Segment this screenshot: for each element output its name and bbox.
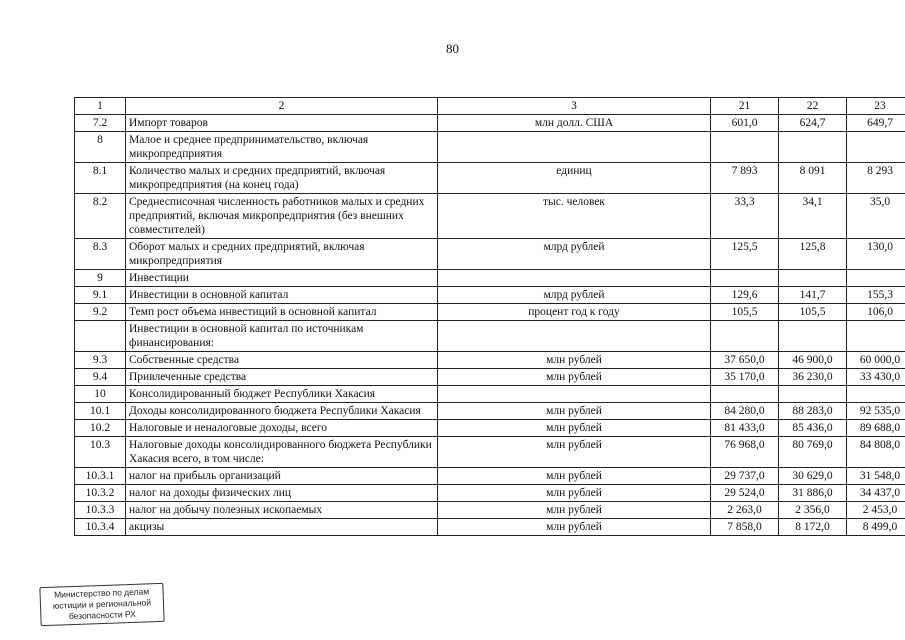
unit-of-measure-cell: млн рублей	[438, 437, 711, 468]
value-year-23-cell: 84 808,0	[847, 437, 905, 468]
value-year-23-cell: 92 535,0	[847, 403, 905, 420]
indicators-table	[74, 97, 905, 536]
value-year-23-cell: 34 437,0	[847, 485, 905, 502]
value-year-22-cell: 88 283,0	[779, 403, 847, 420]
table-row	[75, 163, 905, 194]
row-number-cell: 9.1	[75, 287, 126, 304]
value-year-22-cell: 624,7	[779, 115, 847, 132]
value-year-23-cell: 106,0	[847, 304, 905, 321]
indicator-name-cell: Привлеченные средства	[126, 369, 438, 386]
value-year-22-cell: 30 629,0	[779, 468, 847, 485]
row-number-cell: 10.3.2	[75, 485, 126, 502]
value-year-23-cell: 89 688,0	[847, 420, 905, 437]
value-year-22-cell: 31 886,0	[779, 485, 847, 502]
indicator-name-cell: Собственные средства	[126, 352, 438, 369]
stamp-line: Министерство по делам	[53, 586, 150, 600]
table-row	[75, 352, 905, 369]
value-year-21-cell	[711, 270, 779, 287]
indicator-name-cell: Инвестиции в основной капитал по источникам финансирования:	[126, 321, 438, 352]
header-cell-unit: 3	[438, 98, 711, 115]
value-year-22-cell	[779, 270, 847, 287]
value-year-23-cell: 31 548,0	[847, 468, 905, 485]
row-number-cell: 8.1	[75, 163, 126, 194]
row-number-cell: 10.3.1	[75, 468, 126, 485]
value-year-23-cell: 35,0	[847, 194, 905, 239]
row-number-cell: 10.3	[75, 437, 126, 468]
page-number: 80	[446, 41, 459, 56]
value-year-23-cell: 8 499,0	[847, 519, 905, 536]
value-year-22-cell: 85 436,0	[779, 420, 847, 437]
value-year-22-cell	[779, 386, 847, 403]
unit-of-measure-cell	[438, 132, 711, 163]
row-number-cell: 10	[75, 386, 126, 403]
unit-of-measure-cell: единиц	[438, 163, 711, 194]
row-number-cell: 8.3	[75, 239, 126, 270]
table-row	[75, 403, 905, 420]
unit-of-measure-cell: тыс. человек	[438, 194, 711, 239]
unit-of-measure-cell: млрд рублей	[438, 287, 711, 304]
value-year-21-cell: 125,5	[711, 239, 779, 270]
table-row	[75, 468, 905, 485]
indicator-name-cell: налог на добычу полезных ископаемых	[126, 502, 438, 519]
header-cell-year-21: 21	[711, 98, 779, 115]
value-year-21-cell: 81 433,0	[711, 420, 779, 437]
row-number-cell: 7.2	[75, 115, 126, 132]
row-number-cell: 8.2	[75, 194, 126, 239]
value-year-22-cell: 125,8	[779, 239, 847, 270]
header-cell-year-22: 22	[779, 98, 847, 115]
indicator-name-cell: Оборот малых и средних предприятий, включая микропредприятия	[126, 239, 438, 270]
indicator-name-cell: Количество малых и средних предприятий, включая микропредприятия (на конец года)	[126, 163, 438, 194]
stamp-line: юстиции и региональной	[52, 597, 152, 611]
stamp-line: безопасности РХ	[68, 608, 137, 622]
value-year-21-cell	[711, 386, 779, 403]
indicator-name-cell: налог на прибыль организаций	[126, 468, 438, 485]
table-row	[75, 132, 905, 163]
value-year-21-cell: 105,5	[711, 304, 779, 321]
unit-of-measure-cell: млн рублей	[438, 403, 711, 420]
value-year-23-cell	[847, 270, 905, 287]
value-year-23-cell	[847, 321, 905, 352]
value-year-22-cell: 80 769,0	[779, 437, 847, 468]
indicator-name-cell: Среднесписочная численность работников малых и средних предприятий, включая микропредприятия (без внешних совместителей)	[126, 194, 438, 239]
header-cell-year-23: 23	[847, 98, 905, 115]
value-year-23-cell: 155,3	[847, 287, 905, 304]
table-row	[75, 369, 905, 386]
value-year-23-cell: 130,0	[847, 239, 905, 270]
unit-of-measure-cell: млн рублей	[438, 369, 711, 386]
indicator-name-cell: Инвестиции	[126, 270, 438, 287]
indicator-name-cell: Доходы консолидированного бюджета Республики Хакасия	[126, 403, 438, 420]
unit-of-measure-cell: млн рублей	[438, 352, 711, 369]
table-row	[75, 420, 905, 437]
row-number-cell	[75, 321, 126, 352]
value-year-22-cell: 8 091	[779, 163, 847, 194]
value-year-22-cell: 2 356,0	[779, 502, 847, 519]
value-year-23-cell: 33 430,0	[847, 369, 905, 386]
unit-of-measure-cell: млн рублей	[438, 519, 711, 536]
row-number-cell: 10.2	[75, 420, 126, 437]
table-header-row	[75, 98, 905, 115]
value-year-21-cell	[711, 132, 779, 163]
table-row	[75, 194, 905, 239]
row-number-cell: 9.3	[75, 352, 126, 369]
value-year-21-cell: 7 858,0	[711, 519, 779, 536]
unit-of-measure-cell: млн рублей	[438, 420, 711, 437]
indicator-name-cell: Темп рост объема инвестиций в основной капитал	[126, 304, 438, 321]
unit-of-measure-cell	[438, 321, 711, 352]
header-cell-index: 1	[75, 98, 126, 115]
row-number-cell: 10.1	[75, 403, 126, 420]
indicator-name-cell: Налоговые доходы консолидированного бюджета Республики Хакасия всего, в том числе:	[126, 437, 438, 468]
unit-of-measure-cell	[438, 386, 711, 403]
table-row	[75, 519, 905, 536]
row-number-cell: 9	[75, 270, 126, 287]
value-year-21-cell: 29 737,0	[711, 468, 779, 485]
value-year-23-cell: 649,7	[847, 115, 905, 132]
table-row	[75, 321, 905, 352]
value-year-23-cell	[847, 132, 905, 163]
indicator-name-cell: Инвестиции в основной капитал	[126, 287, 438, 304]
value-year-21-cell: 37 650,0	[711, 352, 779, 369]
row-number-cell: 9.4	[75, 369, 126, 386]
indicator-name-cell: Импорт товаров	[126, 115, 438, 132]
unit-of-measure-cell: млрд рублей	[438, 239, 711, 270]
indicator-name-cell: Консолидированный бюджет Республики Хакасия	[126, 386, 438, 403]
value-year-22-cell: 141,7	[779, 287, 847, 304]
table-row	[75, 437, 905, 468]
value-year-21-cell: 7 893	[711, 163, 779, 194]
value-year-21-cell: 84 280,0	[711, 403, 779, 420]
table-row	[75, 304, 905, 321]
value-year-21-cell	[711, 321, 779, 352]
registration-stamp	[39, 583, 164, 626]
value-year-21-cell: 129,6	[711, 287, 779, 304]
value-year-22-cell: 8 172,0	[779, 519, 847, 536]
value-year-22-cell: 105,5	[779, 304, 847, 321]
value-year-23-cell	[847, 386, 905, 403]
indicator-name-cell: Малое и среднее предпринимательство, включая микропредприятия	[126, 132, 438, 163]
table-row	[75, 239, 905, 270]
table-row	[75, 502, 905, 519]
table-row	[75, 270, 905, 287]
unit-of-measure-cell: процент год к году	[438, 304, 711, 321]
value-year-21-cell: 29 524,0	[711, 485, 779, 502]
indicator-name-cell: Налоговые и неналоговые доходы, всего	[126, 420, 438, 437]
value-year-22-cell	[779, 132, 847, 163]
value-year-21-cell: 76 968,0	[711, 437, 779, 468]
value-year-23-cell: 2 453,0	[847, 502, 905, 519]
table-row	[75, 115, 905, 132]
value-year-21-cell: 601,0	[711, 115, 779, 132]
unit-of-measure-cell: млн рублей	[438, 485, 711, 502]
value-year-21-cell: 2 263,0	[711, 502, 779, 519]
unit-of-measure-cell: млн долл. США	[438, 115, 711, 132]
header-cell-indicator: 2	[126, 98, 438, 115]
row-number-cell: 8	[75, 132, 126, 163]
value-year-21-cell: 35 170,0	[711, 369, 779, 386]
indicator-name-cell: налог на доходы физических лиц	[126, 485, 438, 502]
unit-of-measure-cell: млн рублей	[438, 502, 711, 519]
table-row	[75, 485, 905, 502]
indicator-name-cell: акцизы	[126, 519, 438, 536]
row-number-cell: 9.2	[75, 304, 126, 321]
value-year-23-cell: 60 000,0	[847, 352, 905, 369]
unit-of-measure-cell	[438, 270, 711, 287]
value-year-22-cell	[779, 321, 847, 352]
row-number-cell: 10.3.4	[75, 519, 126, 536]
value-year-23-cell: 8 293	[847, 163, 905, 194]
value-year-22-cell: 46 900,0	[779, 352, 847, 369]
table-row	[75, 287, 905, 304]
row-number-cell: 10.3.3	[75, 502, 126, 519]
value-year-22-cell: 36 230,0	[779, 369, 847, 386]
value-year-21-cell: 33,3	[711, 194, 779, 239]
value-year-22-cell: 34,1	[779, 194, 847, 239]
unit-of-measure-cell: млн рублей	[438, 468, 711, 485]
table-row	[75, 386, 905, 403]
